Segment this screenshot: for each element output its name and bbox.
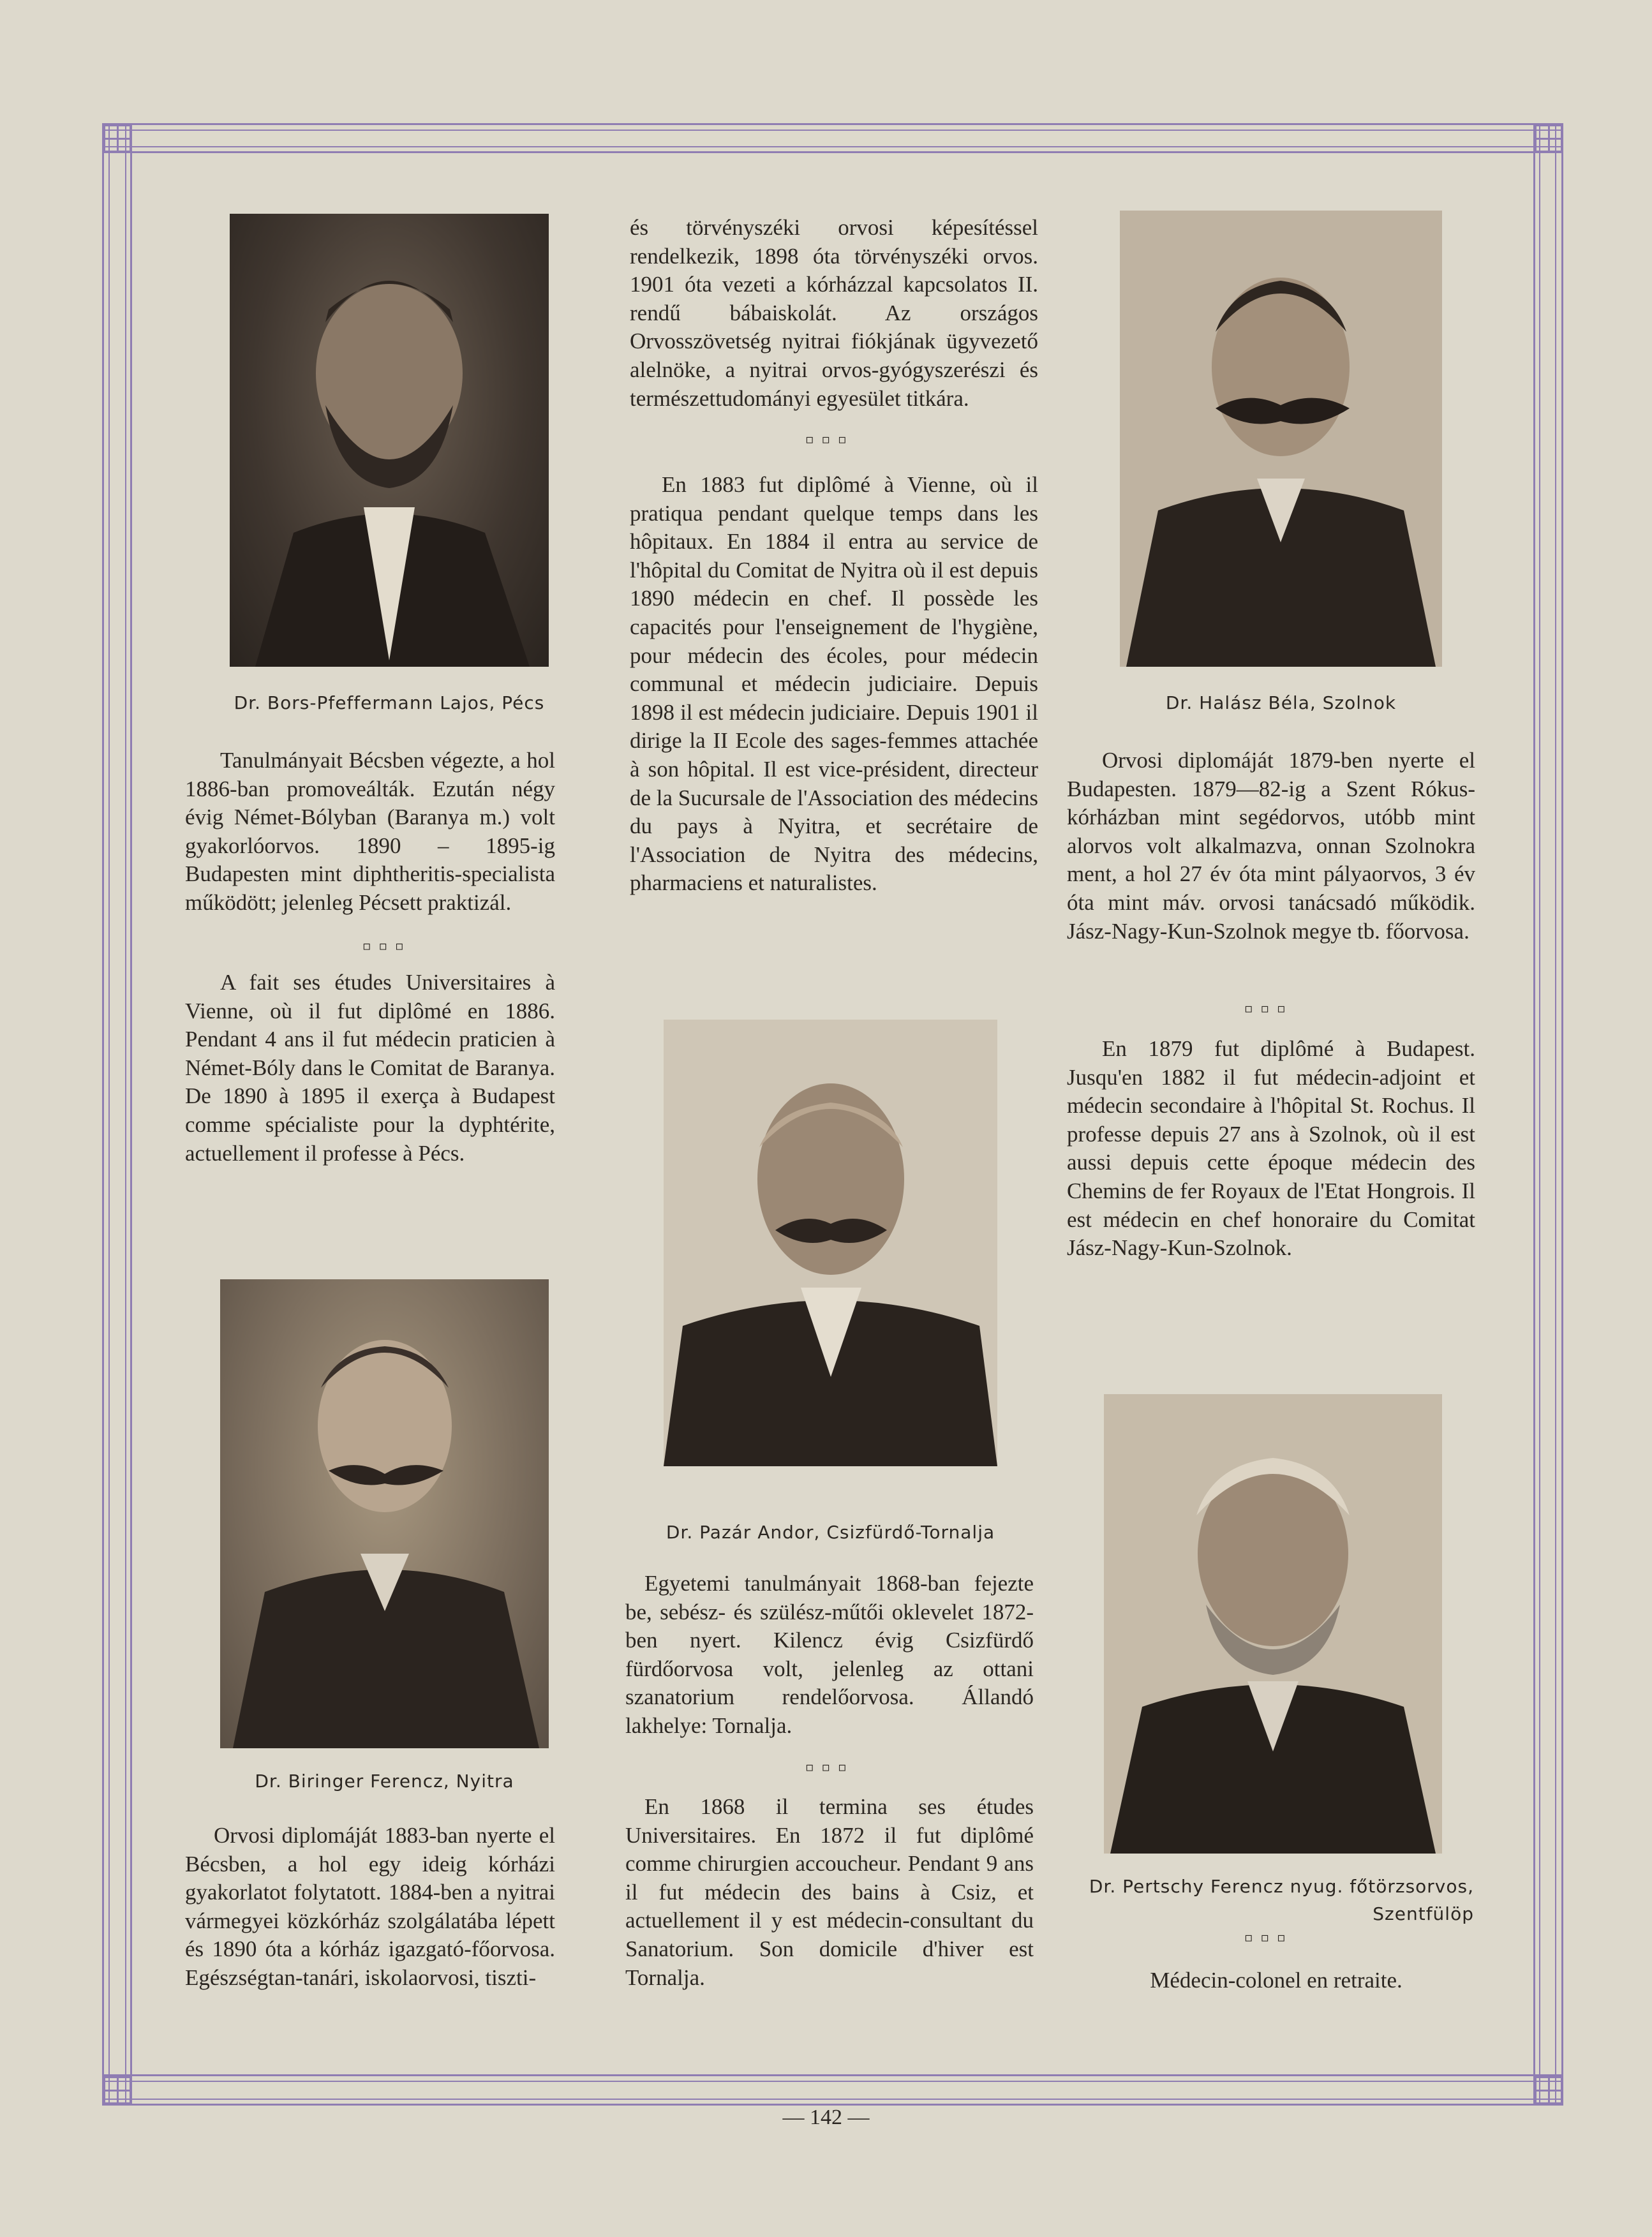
bio-french-pazar: En 1868 il termina ses études Universitaires. En 1872 il fut diplômé comme chirurgien accoucheur. Pendant 9 ans il fut médecin des bains à Csiz, et actuellement il y est médecin-consultant du Sanatorium. Son domicile d'hiver est Tornalja. <box>625 1794 1034 1990</box>
page-number: — 142 — <box>782 2106 870 2129</box>
separator-5: ▫▫▫ <box>1244 1929 1293 1945</box>
caption-pertschy-line2: Szentfülöp <box>1373 1903 1474 1924</box>
caption-pertschy-line1: Dr. Pertschy Ferencz nyug. főtörzsorvos, <box>1089 1876 1474 1897</box>
bio-french-bors-pfeffermann: A fait ses études Universitaires à Vienne, où il fut diplômé en 1886. Pendant 4 ans il fut médecin praticien à Német-Bóly dans le Comitat de Baranya. De 1890 à 1895 il exerça à Budapest comme spécialiste pour la dyphtérite, actuellement il professe à Pécs. <box>185 970 555 1166</box>
caption-halasz: Dr. Halász Béla, Szolnok <box>1165 692 1397 713</box>
bio-hungarian-halasz: Orvosi diplomáját 1879-ben nyerte el Budapesten. 1879—82-ig a Szent Rókus-kórházban mint segédorvos, utóbb mint alorvos volt alkalmazva, onnan Szolnokra ment, a hol 27 év óta mint pályaorvos, 3 év óta mint máv. orvosi tanácsadó működik. Jász-Nagy-Kun-Szolnok megye tb. főorvosa. <box>1067 748 1475 944</box>
bio-hungarian-pazar: Egyetemi tanulmányait 1868-ban fejezte be, sebész- és szülész-műtői oklevelet 1872-ben nyert. Kilencz évig Csizfürdő fürdőorvosa volt, jelenleg az ottani szanatorium rendelőorvosa. Állandó lakhelye: Tornalja. <box>625 1571 1034 1738</box>
portrait-biringer <box>220 1279 549 1748</box>
separator-2: ▫▫▫ <box>805 431 854 447</box>
bio-hungarian-biringer-part1: Orvosi diplomáját 1883-ban nyerte el Bécsben, a hol egy ideig kórházi gyakorlatot folytatott. 1884-ben a nyitrai vármegyei közkórház szolgálatába lépett és 1890 óta a kórház igazgató-főorvosa. Egészségtan-tanári, iskolaorvosi, tiszti- <box>185 1823 555 1990</box>
caption-bors-pfeffermann: Dr. Bors-Pfeffermann Lajos, Pécs <box>234 692 545 713</box>
bio-french-pertschy: Médecin-colonel en retraite. <box>1150 1968 1403 1993</box>
caption-pertschy <box>1066 1876 1474 1924</box>
separator-1: ▫▫▫ <box>362 938 412 953</box>
bio-french-halasz: En 1879 fut diplômé à Budapest. Jusqu'en 1882 il fut médecin-adjoint et médecin secondaire à l'hôpital St. Rochus. Il professe depuis 27 ans à Szolnok, où il est aussi depuis cette époque médecin des Chemins de fer Royaux de l'Etat Hongrois. Il est médecin en chef honoraire du Comitat Jász-Nagy-Kun-Szolnok. <box>1067 1036 1475 1261</box>
bio-french-biringer: En 1883 fut diplômé à Vienne, où il pratiqua pendant quelque temps dans les hôpitaux. En 1884 il entra au service de l'hôpital du Comitat de Nyitra où il est depuis 1890 médecin en chef. Il possède les capacités pour l'enseignement de l'hygiène, pour médecin des écoles, pour médecin communal et médecin judiciaire. Depuis 1898 il est médecin judiciaire. Depuis 1901 il dirige la II Ecole des sages-femmes attachée à son hôpital. Il est vice-président, directeur de la Sucursale de l'Association des médecins du pays à Nyitra, et secrétaire de l'Association de Nyitra des médecins, pharmaciens et naturalistes. <box>630 472 1039 896</box>
caption-pazar: Dr. Pazár Andor, Csizfürdő-Tornalja <box>666 1522 995 1543</box>
separator-3: ▫▫▫ <box>805 1759 854 1774</box>
portrait-bors-pfeffermann <box>230 214 549 667</box>
portrait-pertschy <box>1104 1394 1442 1854</box>
separator-4: ▫▫▫ <box>1244 1000 1293 1016</box>
bio-hungarian-bors-pfeffermann: Tanulmányait Bécsben végezte, a hol 1886-ban promoveálták. Ezután négy évig Német-Bólyban (Baranya m.) volt gyakorlóorvos. 1890 – 1895-ig Budapesten mint diphtheritis-specialista működött; jelenleg Pécsett praktizál. <box>185 748 555 915</box>
portrait-halasz <box>1120 211 1442 667</box>
caption-biringer: Dr. Biringer Ferencz, Nyitra <box>255 1771 514 1792</box>
bio-hungarian-biringer-part2: és törvényszéki orvosi képesítéssel rendelkezik, 1898 óta törvényszéki orvos. 1901 óta vezeti a kórházzal kapcsolatos II. rendű bábaiskolát. Az országos Orvosszövetség nyitrai fiókjának ügyvezető alelnöke, a nyitrai orvos-gyógyszerészi és természettudományi egyesület titkára. <box>630 215 1038 411</box>
portrait-pazar <box>664 1020 997 1466</box>
